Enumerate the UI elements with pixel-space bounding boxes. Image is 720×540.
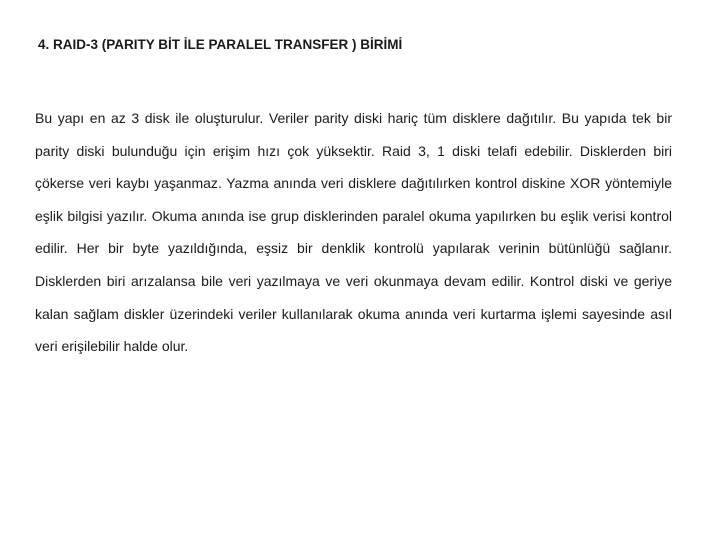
section-heading: 4. RAID-3 (PARITY BİT İLE PARALEL TRANSFER ) BİRİMİ xyxy=(38,37,403,52)
body-paragraph: Bu yapı en az 3 disk ile oluşturulur. Veriler parity diski hariç tüm disklere dağıtılır. Bu yapıda tek bir parity diski bulunduğu için erişim hızı çok yüksektir. Raid 3, 1 diski telafi edebilir. Disklerden biri çökerse veri kaybı yaşanmaz. Yazma anında veri disklere dağıtılırken kontrol diskine XOR yöntemiyle eşlik bilgisi yazılır. Okuma anında ise grup disklerinden paralel okuma yapılırken bu eşlik verisi kontrol edilir. Her bir byte yazıldığında, eşsiz bir denklik kontrolü yapılarak verinin bütünlüğü sağlanır. Disklerden biri arızalansa bile veri yazılmaya ve veri okunmaya devam edilir. Kontrol diski ve geriye kalan sağlam diskler üzerindeki veriler kullanılarak okuma anında veri kurtarma işlemi sayesinde asıl veri erişilebilir halde olur. xyxy=(35,110,672,355)
